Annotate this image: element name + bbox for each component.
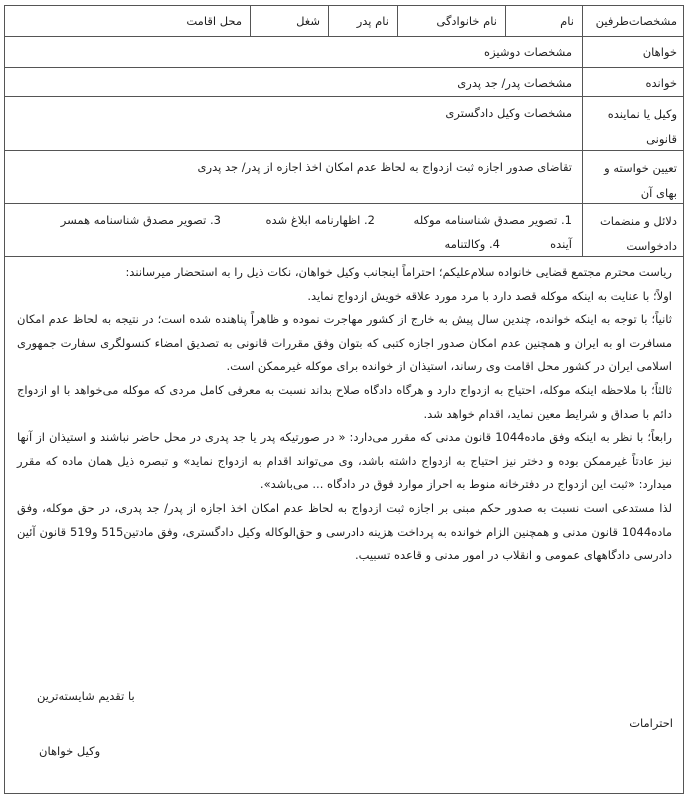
petition-form (4, 5, 684, 794)
evidence-items (5, 204, 582, 256)
lawyer-value: مشخصات وکیل دادگستری (445, 106, 572, 120)
closing-regards: احترامات (629, 716, 673, 730)
body-paragraph: ثالثاً؛ با ملاحظه اینکه موکله، احتیاج به ازدواج دارد و هرگاه دادگاه صلاح بداند نسبت به معرفی کامل مردی که موکله می‌خواهد با او ازدواج دائم با صداق و شرایط معین نماید، اقدام خواهد شد. (17, 382, 672, 421)
column-residence: محل اقامت (186, 14, 242, 28)
evidence-label: دلائل و منضمات دادخواست (582, 204, 683, 256)
column-father-name: نام پدر (328, 6, 397, 36)
column-occupation: شغل (250, 6, 328, 36)
evidence-item-1: 1. تصویر مصدق شناسنامه موکله (413, 213, 572, 227)
evidence-item-3-continued: آینده (550, 237, 572, 251)
claim-value: تقاضای صدور اجازه ثبت ازدواج به لحاظ عدم امکان اخذ اجازه از پدر/ جد پدری (197, 160, 572, 174)
body-paragraph: لذا مستدعی است نسبت به صدور حکم مبنی بر اجازه ثبت ازدواج به لحاظ عدم امکان اخذ اجازه از پدر/ جد پدری، در حق موکله، وفق ماده1044 قانون مدنی و همچنین الزام خوانده به پرداخت هزینه دادرسی و حق‌الوکاله وکیل دادگستری، وفق مادتین515 و519 قانون آئین دادرسی دادگاههای عمومی و انقلاب در امور مدنی و قاعده تسبیب. (17, 500, 672, 563)
evidence-row (5, 204, 683, 257)
lawyer-row (5, 97, 683, 151)
petitioner-row (5, 37, 683, 68)
column-first-name: نام (505, 6, 582, 36)
petitioner-label: خواهان (582, 37, 683, 67)
body-paragraph: ریاست محترم مجتمع قضایی خانواده سلام‌علیکم؛ احتراماً اینجانب وکیل خواهان، نکات ذیل را به استحضار میرسانند: (125, 265, 672, 279)
body-paragraph: اولاً؛ با عنایت به اینکه موکله قصد دارد با مرد مورد علاقه خویش ازدواج نماید. (307, 288, 672, 303)
parties-row (5, 6, 683, 37)
evidence-item-3: 3. تصویر مصدق شناسنامه همسر (60, 213, 221, 227)
evidence-item-4: 4. وکالتنامه (444, 237, 500, 251)
column-last-name: نام خانوادگی (397, 6, 505, 36)
claim-label: تعیین خواسته و بهای آن (582, 151, 683, 203)
signature-line: وکیل خواهان (39, 744, 101, 758)
respondent-value: مشخصات پدر/ جد پدری (457, 76, 572, 90)
petitioner-value: مشخصات دوشیزه (484, 45, 572, 59)
claim-row (5, 151, 683, 204)
body-paragraph: ثانیاً؛ با توجه به اینکه خوانده، چندین سال پیش به خارج از کشور مهاجرت نموده و ظاهراً پناهنده شده است؛ در نتیجه به لحاظ عدم امکان مسافرت او به ایران و همچنین عدم امکان صدور اجازه کتبی که بتوان وفق مقررات قانونی به تصدیق امضاء کنسولگری سفارت جمهوری اسلامی ایران در کشور محل اقامت وی رساند، استیذان از خوانده برای موکله غیرممکن است. (17, 312, 672, 374)
body-paragraph: رابعاً؛ با نظر به اینکه وفق ماده1044 قانون مدنی که مقرر می‌دارد: « در صورتیکه پدر یا جد پدری در محل حاضر نباشند و استیذان از آنها نیز عادتاً غیرممکن بوده و دختر نیز احتیاج به ازدواج داشته باشد، وی می‌تواند اقدام به ازدواج نماید» و تبصره ذیل همان ماده که مقرر میدارد: «ثبت این ازدواج در دفترخانه منوط به احراز موارد فوق در دادگاه ... می‌باشد». (17, 430, 672, 492)
parties-label: مشخصات‌طرفین (582, 6, 683, 36)
petition-body (5, 257, 683, 793)
respondent-label: خوانده (582, 68, 683, 96)
respondent-row (5, 68, 683, 97)
parties-columns (5, 6, 582, 36)
lawyer-label: وکیل یا نماینده قانونی (582, 97, 683, 150)
closing-respect: با تقدیم شایسته‌ترین (37, 689, 135, 703)
evidence-item-2: 2. اظهارنامه ابلاغ شده (265, 213, 375, 227)
